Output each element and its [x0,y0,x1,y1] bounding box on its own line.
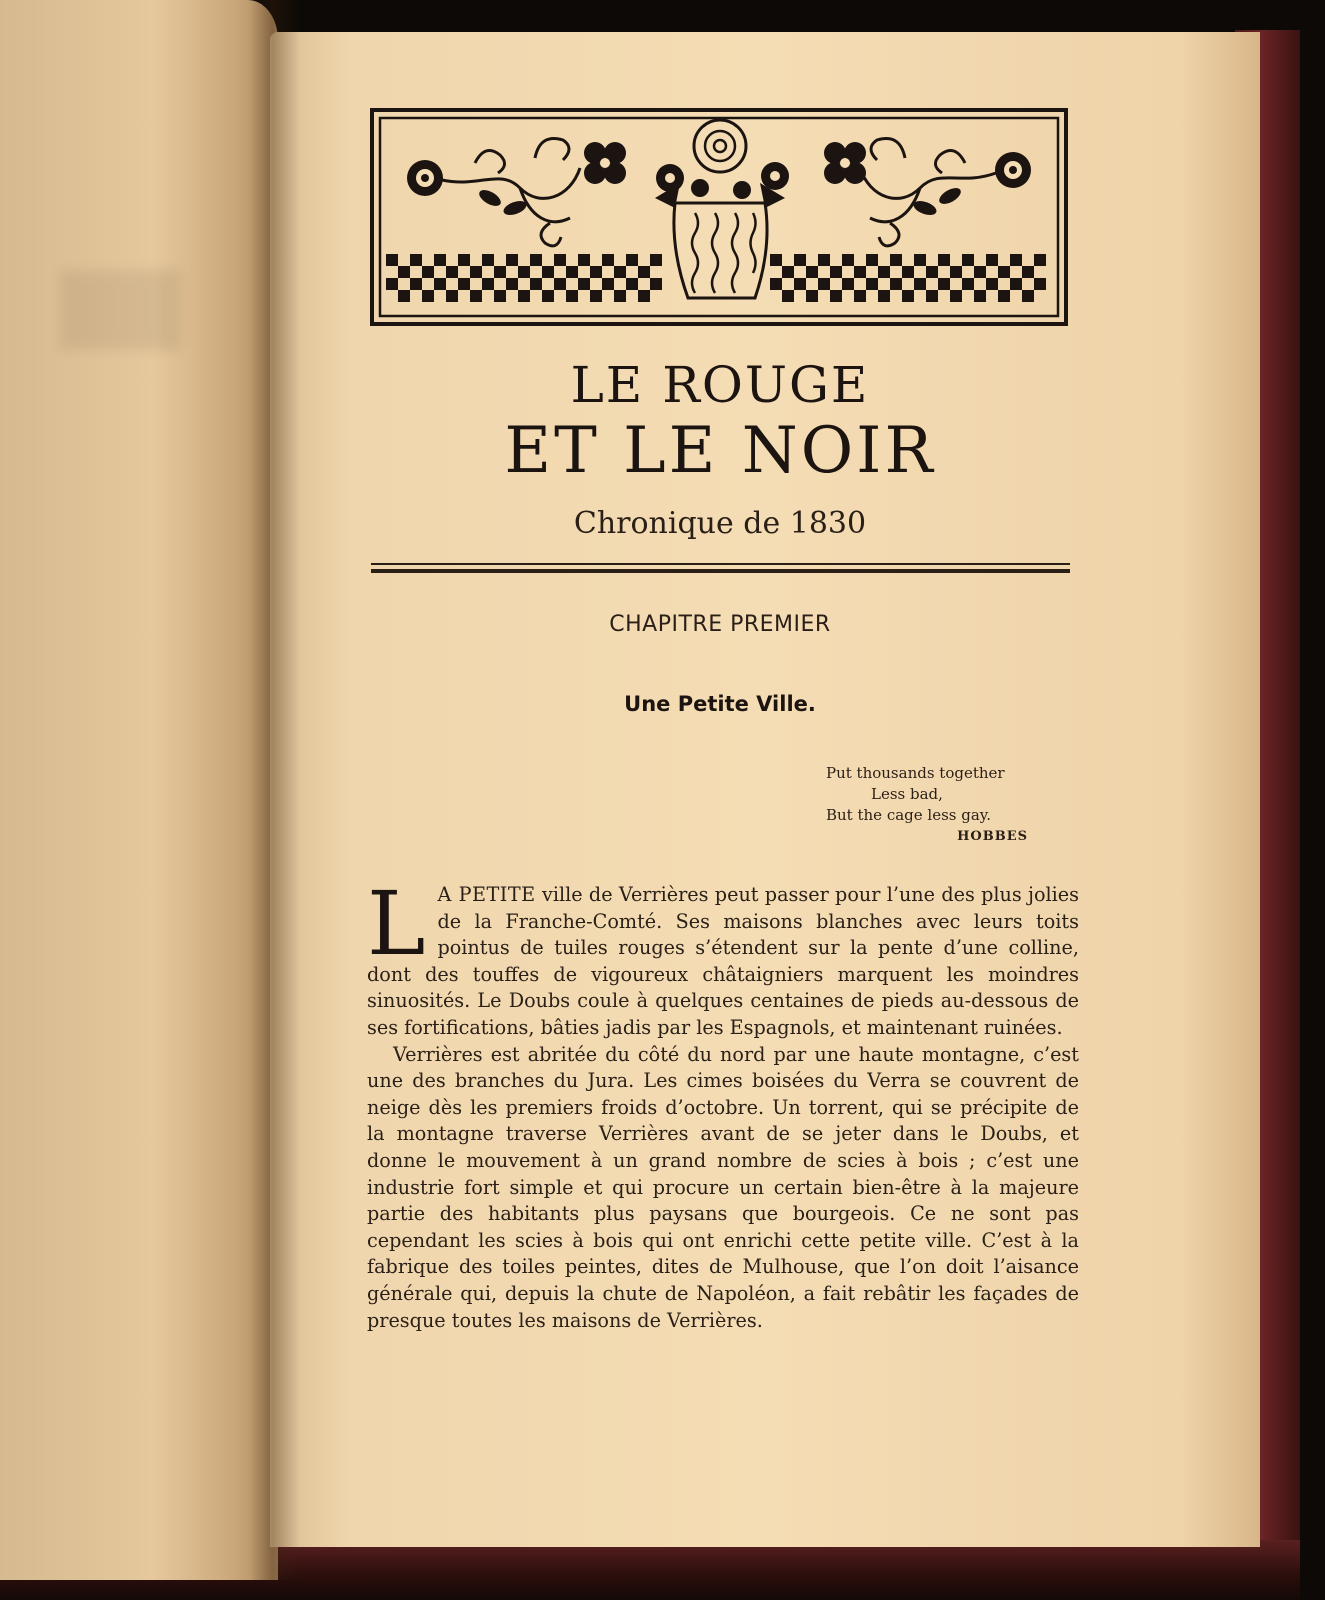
checker-square [422,266,434,278]
paragraph-opening-words: A PETITE [437,883,536,906]
checker-square [638,266,650,278]
checker-square [878,266,890,278]
checker-square [386,278,398,290]
checker-square [974,290,986,302]
checker-square [446,290,458,302]
checker-square [1034,254,1046,266]
checker-square [530,278,542,290]
checker-square [590,290,602,302]
left-page [0,0,278,1580]
checker-square [446,266,458,278]
checker-square [434,278,446,290]
checker-square [494,266,506,278]
drop-cap: L [367,872,426,975]
checker-square [626,278,638,290]
checker-square [854,290,866,302]
checker-square [794,254,806,266]
checker-square [830,290,842,302]
double-rule-bottom [371,569,1070,573]
chapter-body [367,872,1080,1334]
checker-square [902,266,914,278]
checker-square [410,254,422,266]
epigraph-line: But the cage less gay. [826,806,992,824]
book-title-line-2: ET LE NOIR [504,414,936,488]
checker-square [806,290,818,302]
flower-vase-icon [655,120,789,298]
section-title: Une Petite Ville. [624,692,816,716]
checker-square [650,278,662,290]
checker-square [1034,278,1046,290]
checker-square [818,254,830,266]
checker-square [806,266,818,278]
checker-square [614,266,626,278]
checker-square [998,266,1010,278]
checker-square [878,290,890,302]
checker-square [782,266,794,278]
checker-square [974,266,986,278]
paragraph-2: Verrières est abritée du côté du nord par une haute montagne, c’est une des branches du Jura. Les cimes boisées du Verra se couvrent de neige dès les premiers froids d’octobre. Un torrent, qui se précipite de la montagne traverse Verrières avant de se jeter dans le Doubs, et donne le mouvement à un grand nombre de scies à bois ; c’est une industrie fort simple et qui procure un certain bien-être à la majeure partie des habitants plus paysans que bourgeois. Ce ne sont pas cependant les scies à bois qui ont enrichi cette petite ville. C’est à la fabrique des toiles peintes, dites de Mulhouse, que l’on doit l’aisance générale qui, depuis la chute de Napoléon, a fait rebâtir les façades de presque toutes les maisons de Verrières. [367,1042,1079,1332]
checker-square [422,290,434,302]
checker-square [566,290,578,302]
epigraph [826,763,1046,847]
checker-square [590,266,602,278]
checker-square [506,278,518,290]
checker-square [410,278,422,290]
checker-square [938,254,950,266]
checker-square [506,254,518,266]
checker-square [866,278,878,290]
checker-square [578,254,590,266]
checker-square [926,266,938,278]
epigraph-line: Put thousands together [826,764,1005,782]
checker-square [482,254,494,266]
checker-square [830,266,842,278]
checker-square [398,290,410,302]
checker-square [770,278,782,290]
checker-square [1010,278,1022,290]
checker-square [398,266,410,278]
checker-square [482,278,494,290]
checker-square [602,278,614,290]
checker-square [818,278,830,290]
checker-square [1010,254,1022,266]
checker-square [518,290,530,302]
checker-square [554,278,566,290]
checker-square [914,278,926,290]
checker-square [602,254,614,266]
checker-square [638,290,650,302]
checker-square [554,254,566,266]
checker-square [782,290,794,302]
checker-square [386,254,398,266]
bleed-through-text [60,270,180,350]
paragraph-1-text: ville de Verrières peut passer pour l’une des plus jolies de la Franche-Comté. Ses maisons blanches avec leurs toits pointus de tuiles rouges s’étendent sur la pente d’une colline, dont des touffes de vigoureux châtaigniers marquent les moindres sinuosités. Le Doubs coule à quelques centaines de pieds au-dessous de ses fortifications, bâties jadis par les Espagnols, et maintenant ruinées. [367,883,1080,1039]
checker-square [566,266,578,278]
checker-square [914,254,926,266]
checker-square [542,290,554,302]
epigraph-line: Less bad, [871,785,943,803]
checker-square [470,290,482,302]
checker-square [770,254,782,266]
checker-square [986,278,998,290]
checker-square [902,290,914,302]
ornamental-header-icon [370,108,1068,326]
checker-square [842,278,854,290]
checker-square [1022,266,1034,278]
checker-square [962,278,974,290]
paragraph-1 [367,872,1080,1042]
checker-square [650,254,662,266]
checker-square [458,254,470,266]
checker-square [470,266,482,278]
epigraph-author: HOBBES [957,829,1028,844]
checker-square [950,266,962,278]
checker-square [542,266,554,278]
checker-square [938,278,950,290]
checker-square [842,254,854,266]
checker-square [890,254,902,266]
page-gutter [250,0,300,1580]
checker-square [578,278,590,290]
checker-square [926,290,938,302]
checker-square [458,278,470,290]
chapter-heading: CHAPITRE PREMIER [609,612,831,637]
checker-square [794,278,806,290]
checker-square [530,254,542,266]
checker-square [962,254,974,266]
checker-square [950,290,962,302]
checker-square [494,290,506,302]
checker-square [1022,290,1034,302]
checker-square [986,254,998,266]
checker-square [518,266,530,278]
checker-square [866,254,878,266]
double-rule-top [371,563,1070,565]
checker-square [854,266,866,278]
checker-square [890,278,902,290]
book-subtitle: Chronique de 1830 [573,506,867,541]
checker-square [998,290,1010,302]
checker-square [614,290,626,302]
book-title-line-1: LE ROUGE [570,356,870,414]
checker-square [434,254,446,266]
checker-square [626,254,638,266]
